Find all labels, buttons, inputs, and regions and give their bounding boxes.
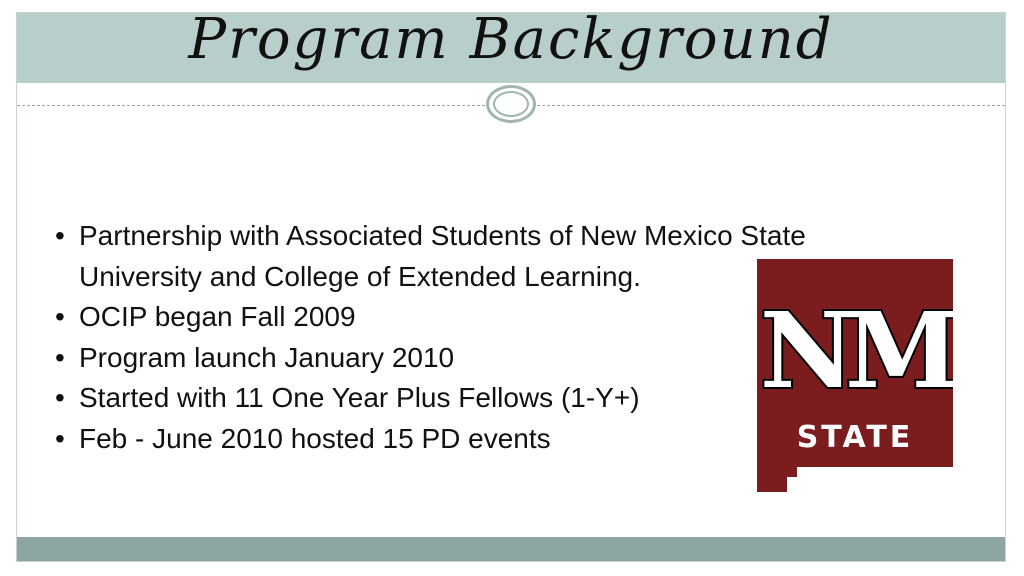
logo-letters: NM: [759, 289, 951, 412]
bottom-band: [17, 537, 1005, 561]
bullet-item: • OCIP began Fall 2009: [55, 297, 915, 338]
nm-state-logo: [757, 259, 953, 492]
bullet-item: • Feb - June 2010 hosted 15 PD events: [55, 419, 915, 460]
bullet-item: • Started with 11 One Year Plus Fellows (1-Y+): [55, 378, 915, 419]
slide-title: Program Background: [188, 7, 834, 72]
ring-ornament-icon: [486, 85, 536, 123]
logo-word: STATE: [796, 420, 914, 455]
bullet-item: • Partnership with Associated Students of New Mexico State University and College of Extended Learning.: [55, 216, 915, 297]
bullet-item: • Program launch January 2010: [55, 338, 915, 379]
